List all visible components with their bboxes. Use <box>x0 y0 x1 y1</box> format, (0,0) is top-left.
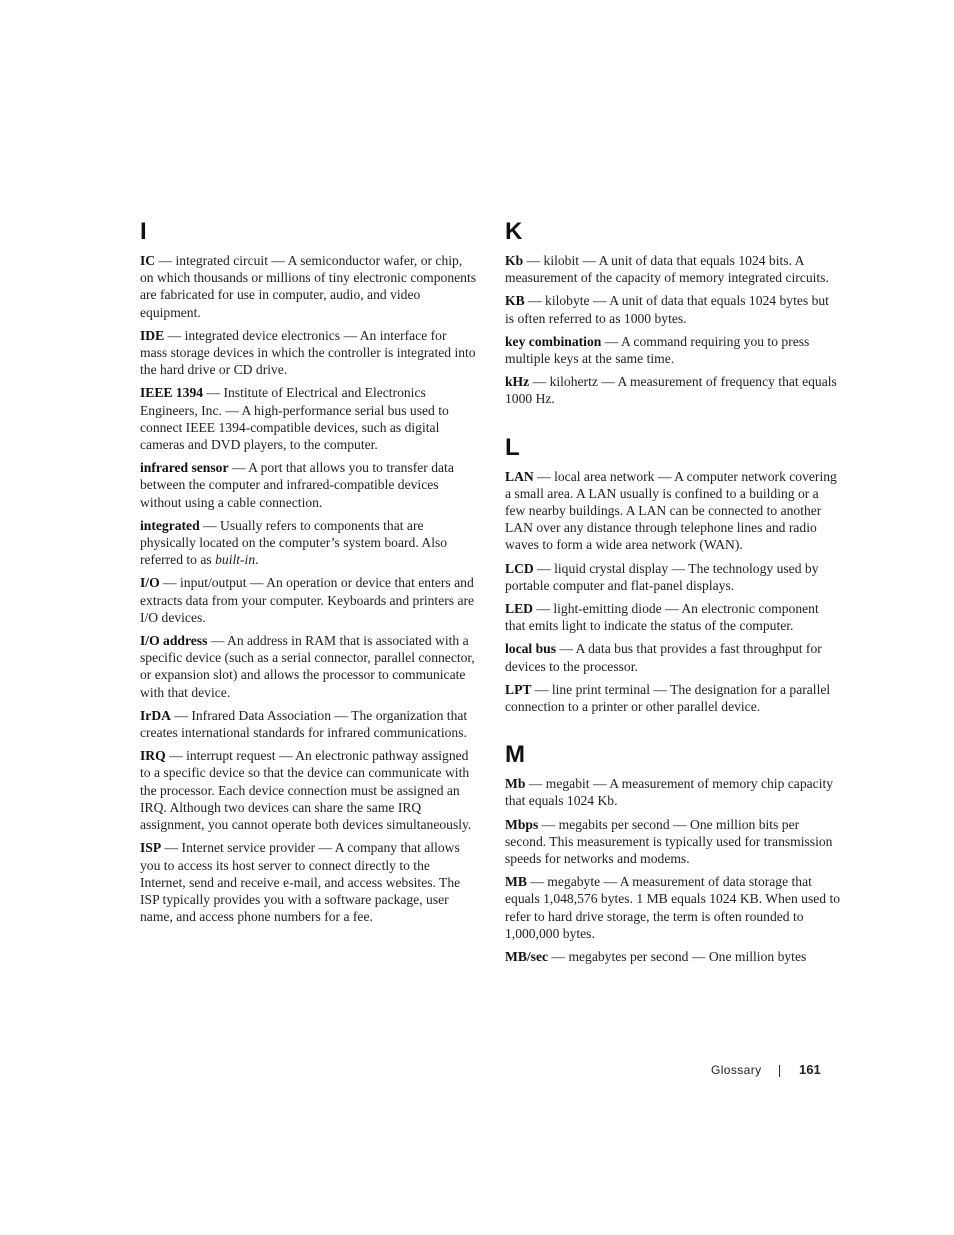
entry-definition: — local area network — A computer network covering a small area. A LAN usually is confined to a building or a few nearby buildings. A LAN can be connected to another LAN over any distance through telephone lines and radio waves to form a wide area network (WAN). <box>505 468 837 553</box>
entry-term: infrared sensor <box>140 460 229 476</box>
entry-definition: — integrated circuit — A semiconductor wafer, or chip, on which thousands or millions of tiny electronic components are fabricated for use in computer, audio, and video equipment. <box>140 253 477 320</box>
entry-definition: — A port that allows you to transfer data between the computer and infrared-compatible devices without using a cable connection. <box>140 460 454 510</box>
entry-term: LPT <box>505 681 532 697</box>
entry-definition: — kilobit — A unit of data that equals 1024 bits. A measurement of the capacity of memory integrated circuits. <box>505 253 829 286</box>
entry-definition: — megabits per second — One million bits per second. This measurement is typically used for transmission speeds for networks and modems. <box>505 816 833 867</box>
right-column <box>505 218 841 991</box>
glossary-entry <box>140 839 476 925</box>
glossary-entry <box>505 252 841 286</box>
section-m <box>505 741 841 965</box>
section-letter: I <box>140 218 148 245</box>
entry-definition: — integrated device electronics — An interface for mass storage devices in which the controller is integrated into the hard drive or CD drive. <box>140 327 476 378</box>
entry-term: IrDA <box>140 707 171 723</box>
left-column <box>140 218 476 951</box>
glossary-entry <box>505 948 841 965</box>
entry-term: MB <box>505 874 527 890</box>
entry-definition: — An address in RAM that is associated with a specific device (such as a serial connector, parallel connector, or expansion slot) and allows the processor to communicate with that device. <box>140 633 475 700</box>
entry-term: LAN <box>505 468 534 484</box>
glossary-entry <box>505 775 841 809</box>
glossary-entry <box>140 517 476 569</box>
entry-definition: — Internet service provider — A company that allows you to access its host server to connect directly to the Internet, send and receive e-mail, and access websites. The ISP typically provides you with a software package, user name, and access phone numbers for a fee. <box>140 840 461 925</box>
glossary-entry <box>505 640 841 674</box>
entry-definition: — line print terminal — The designation for a parallel connection to a printer or other parallel device. <box>505 681 831 715</box>
section-letter: L <box>505 433 521 461</box>
entry-term: key combination <box>505 333 602 349</box>
entry-term: LED <box>505 601 533 617</box>
entry-definition: — megabyte — A measurement of data storage that equals 1,048,576 bytes. 1 MB equals 1024 KB. When used to refer to hard drive storage, the term is often rounded to 1,000,000 bytes. <box>505 874 841 941</box>
footer-divider <box>779 1065 780 1077</box>
entry-definition: — Usually refers to components that are physically located on the computer’s system board. Also referred to as <box>140 517 448 568</box>
glossary-entry <box>140 747 476 833</box>
entry-term: IRQ <box>140 748 166 764</box>
entry-definition: — Institute of Electrical and Electronics Engineers, Inc. — A high-performance serial bus used to connect IEEE 1394-compatible devices, such as digital cameras and DVD players, to the computer. <box>140 385 449 453</box>
section-l <box>505 434 841 716</box>
section-letter: M <box>505 741 526 769</box>
entry-term: Kb <box>505 253 524 268</box>
entry-term: Mbps <box>505 816 539 832</box>
glossary-entry <box>505 333 841 367</box>
glossary-entry <box>505 816 841 868</box>
glossary-entry <box>140 459 476 511</box>
entry-term: IDE <box>140 327 165 343</box>
entry-definition: — A command requiring you to press multiple keys at the same time. <box>505 333 810 367</box>
glossary-entry <box>140 574 476 626</box>
glossary-entry <box>505 873 841 942</box>
entry-term: I/O address <box>140 633 208 649</box>
entry-definition: — liquid crystal display — The technology used by portable computer and flat-panel displays. <box>505 560 819 593</box>
glossary-entry <box>505 373 841 407</box>
section-k <box>505 218 841 408</box>
section-i <box>140 218 476 925</box>
glossary-entry <box>505 468 841 554</box>
entry-definition: — kilohertz — A measurement of frequency that equals 1000 Hz. <box>505 374 837 407</box>
entry-definition: — A data bus that provides a fast throughput for devices to the processor. <box>505 641 822 674</box>
glossary-entry <box>140 252 476 321</box>
glossary-entry <box>505 560 841 594</box>
entry-italic-term: built-in <box>215 552 256 568</box>
entry-term: IC <box>140 253 156 268</box>
entry-definition: — megabytes per second — One million bytes <box>548 949 807 965</box>
glossary-entry <box>505 292 841 326</box>
glossary-entry <box>505 681 841 715</box>
entry-term: I/O <box>140 575 160 591</box>
entry-term: MB/sec <box>505 949 549 965</box>
section-letter: K <box>505 218 523 245</box>
entry-term: kHz <box>505 374 530 390</box>
entry-definition: — Infrared Data Association — The organization that creates international standards for infrared communications. <box>140 707 468 741</box>
entry-term: Mb <box>505 776 526 792</box>
entry-definition: — input/output — An operation or device that enters and extracts data from your computer. Keyboards and printers are I/O devices. <box>140 575 475 625</box>
entry-definition: — interrupt request — An electronic pathway assigned to a specific device so that the device can communicate with the processor. Each device connection must be assigned an IRQ. Although two devices can share the same IRQ assignment, you cannot operate both devices simultaneously. <box>140 748 472 833</box>
page-number: 161 <box>799 1062 821 1077</box>
entry-term: LCD <box>505 560 534 576</box>
entry-definition: — kilobyte — A unit of data that equals 1024 bytes but is often referred to as 1000 bytes. <box>505 293 829 326</box>
entry-term: local bus <box>505 641 556 657</box>
entry-term: KB <box>505 293 525 309</box>
entry-definition: — megabit — A measurement of memory chip capacity that equals 1024 Kb. <box>505 776 834 809</box>
entry-term: IEEE 1394 <box>140 385 204 401</box>
entry-definition: — light-emitting diode — An electronic component that emits light to indicate the status of the computer. <box>505 601 819 634</box>
entry-term: ISP <box>140 840 162 856</box>
footer-section-label: Glossary <box>711 1063 762 1077</box>
glossary-entry <box>140 707 476 741</box>
entry-term: integrated <box>140 517 200 533</box>
glossary-entry <box>140 384 476 453</box>
page-footer <box>0 1061 954 1081</box>
glossary-entry <box>140 632 476 701</box>
entry-definition-end: . <box>255 552 259 568</box>
glossary-entry <box>505 600 841 634</box>
glossary-entry <box>140 327 476 379</box>
